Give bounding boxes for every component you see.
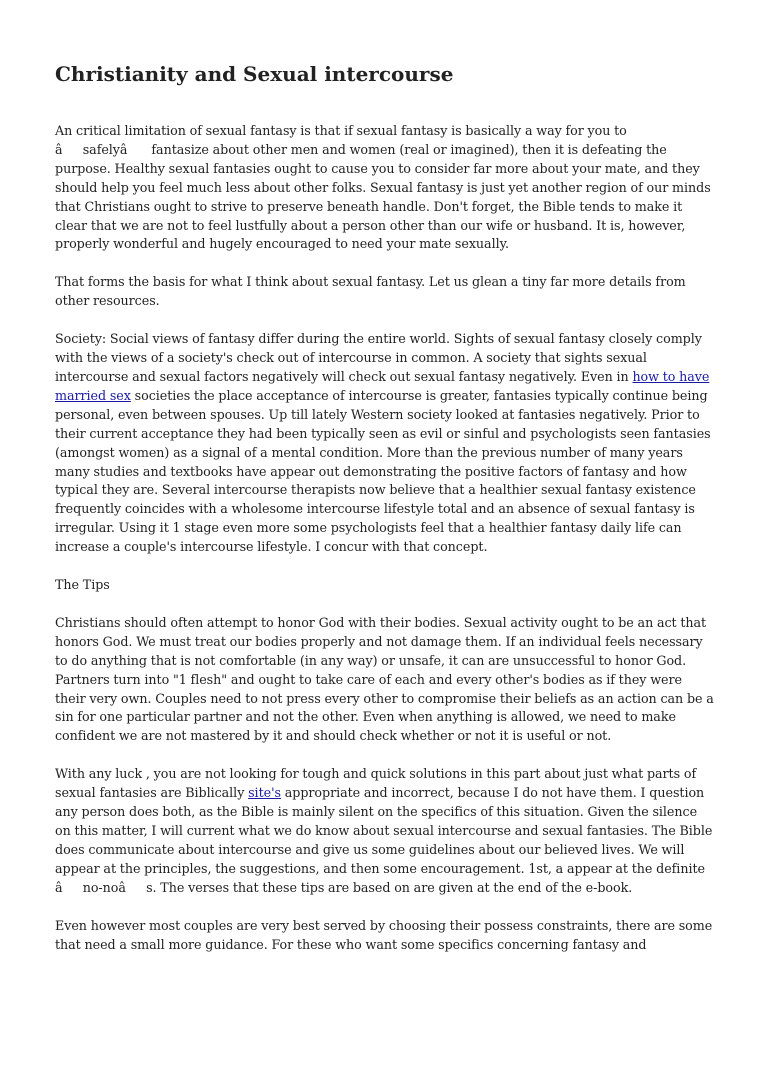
paragraph-biblical <box>55 765 715 897</box>
paragraph-honor-god: Christians should often attempt to honor God with their bodies. Sexual activity ought to be an act that honors God. We must treat our bodies properly and not damage them. If an individual feels necessary to do anything that is not comfortable (in any way) or unsafe, it can are unsuccessful to honor God. Partners turn into "1 flesh" and ought to take care of each and every other's bodies as if they were their very own. Couples need to not press every other to compromise their beliefs as an action can be a sin for one particular partner and not the other. Even when anything is allowed, we need to make confident we are not mastered by it and should check whether or not it is useful or not. <box>55 614 714 744</box>
paragraph-basis: That forms the basis for what I think about sexual fantasy. Let us glean a tiny far more details from other resources. <box>55 274 686 309</box>
document-body <box>55 122 715 973</box>
sites-link[interactable]: site's <box>248 785 281 801</box>
society-text-end: societies the place acceptance of intercourse is greater, fantasies typically continue being personal, even between spouses. Up till lately Western society looked at fantasies negatively. Prior to their current acceptance they had been typically seen as evil or sinful and psychologists seen fantasies (amongst women) as a signal of a mental condition. More than the previous number of many years many studies and textbooks have appear out demonstrating the positive factors of fantasy and how typical they are. Several intercourse therapists now believe that a healthier sexual fantasy existence frequently coincides with a wholesome intercourse lifestyle total and an absence of sexual fantasy is irregular. Using it 1 stage even more some psychologists feel that a healthier fantasy daily life can increase a couple's intercourse lifestyle. I concur with that concept. <box>55 387 711 555</box>
paragraph-society <box>55 330 715 557</box>
document-title: Christianity and Sexual intercourse <box>55 62 454 86</box>
biblical-text-end: appropriate and incorrect, because I do not have them. I question any person does both, as the Bible is mainly silent on the specifics of this situation. Given the silence on this matter, I will current what we do know about sexual intercourse and sexual fantasies. The Bible does communicate about intercourse and give us some guidelines about our believed lives. We will appear at the principles, the suggestions, and then some encouragement. 1st, a appear at the definite âno-noâs. The verses that these tips are based on are given at the end of the e-book. <box>55 785 713 895</box>
paragraph-constraints: Even however most couples are very best served by choosing their possess constraints, there are some that need a small more guidance. For these who want some specifics concerning fantasy and <box>55 917 713 952</box>
society-text-start: Society: Social views of fantasy differ during the entire world. Sights of sexual fantasy closely comply with the views of a society's check out of intercourse in common. A society that sights sexual intercourse and sexual factors negatively will check out sexual fantasy negatively. Even in <box>55 331 702 384</box>
paragraph-intro: An critical limitation of sexual fantasy is that if sexual fantasy is basically a way for you to âsafelyâ fantasize about other men and women (real or imagined), then it is defeating the purpose. Healthy sexual fantasies ought to cause you to consider far more about your mate, and they should help you feel much less about other folks. Sexual fantasy is just yet another region of our minds that Christians ought to strive to preserve beneath handle. Don't forget, the Bible tends to make it clear that we are not to feel lustfully about a person other than our wife or husband. It is, however, properly wonderful and hugely encouraged to need your mate sexually. <box>55 123 711 252</box>
biblical-text-start: With any luck , you are not looking for tough and quick solutions in this part about just what parts of sexual fantasies are Biblically <box>55 766 697 801</box>
married-sex-link[interactable]: how to have married sex <box>55 368 710 403</box>
section-heading-tips: The Tips <box>55 577 110 593</box>
